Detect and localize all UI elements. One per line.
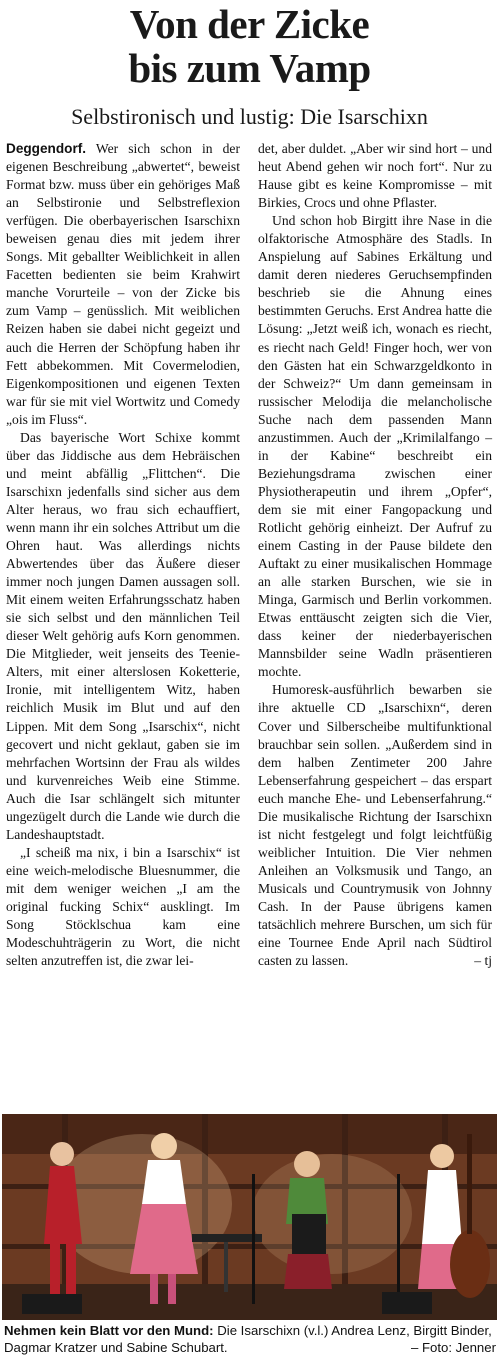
caption-lead: Nehmen kein Blatt vor den Mund:: [4, 1323, 214, 1338]
article-column-left: [6, 140, 240, 970]
article-photo: [2, 1114, 497, 1320]
photo-caption: [4, 1322, 496, 1356]
article-column-right: [258, 140, 492, 970]
paragraph-text: Wer sich schon in der eigenen Beschreibung „abwertet“, beweist Format bzw. muss über ein gehöriges Maß an Selbstironie und Selbstreflexion verfügen. Die oberbayerischen Isarschixn beweisen genau dies mit jedem ihrer Songs. Mit geballter Weiblichkeit in allen Facetten bedienten sie beim Krahwirt manche Vorurteile – von der Zicke bis zum Vamp – genüsslich. Mit weiblichen Reizen haben sie dabei nicht gegeizt und auch die Herren der Schöpfung haben ihr Fett abbekommen. Mit Covermelodien, Eigenkompositionen und eigenen Texten war für sie mit viel Wortwitz und Comedy „ois im Fluss“.: [6, 141, 240, 427]
paragraph: Und schon hob Birgitt ihre Nase in die olfaktorische Atmosphäre des Stadls. In Anspielung auf Sabines Erkältung und damit deren niederes Geruchsempfinden beschrieb sie die Ahnung eines bestimmten Geruchs. Erst Andrea hatte die Lösung: „Jetzt weiß ich, wonach es riecht, es riecht nach Geld! Finger hoch, wer von den Gästen hat ein Schwarzgeldkonto in der Schweiz?“ Um dann gemeinsam in russischer Melodija die melancholische Suche nach dem passenden Mann anzustimmen. Auch der „Krimilalfango – in der Kabine“ beschreibt ein Beziehungsdrama zwischen einer Physiotherapeutin und ihrem „Opfer“, dem sie mit einer Fangopackung und Rotlicht gehörig einheizt. Der Aufruf zu einem Casting in der Pause bildete den Auftakt zu einer musikalischen Hommage an alle starken Burschen, wie sie in Minga, Garmisch und Berlin vorkommen. Etwas enttäuscht zeigten sich die Vier, dass keiner der niederbayerischen Mannsbilder seine Wadln präsentieren mochte.: [258, 213, 492, 680]
headline-line-2: bis zum Vamp: [128, 45, 371, 91]
dateline: Deggendorf.: [6, 141, 87, 156]
headline-line-1: Von der Zicke: [129, 1, 370, 47]
photo-credit: – Foto: Jenner: [410, 1340, 496, 1355]
paragraph: det, aber duldet. „Aber wir sind hort – und heut Abend gehen wir noch fort“. Nur zu Hause gibt es keine Kompromisse – mit Birkies, Crocs und ohne Pflaster.: [258, 141, 492, 211]
band-photo: [2, 1114, 497, 1320]
paragraph: Das bayerische Wort Schixe kommt über das Jiddische aus dem Hebräischen und meint abfällig „Flittchen“. Die Isarschixn jedenfalls sind sicher aus dem Alter heraus, wo frau sich echauffiert, wenn mann ihr ein solches Attribut um die Ohren haut. Was allerdings nichts Abwertendes über das Äußere dieser immer noch jungen Damen aussagen soll. Mit einem weiten Erfahrungsschatz haben sie sich selbst und den männlichen Teil dieser Welt gehörig aufs Korn genommen. Die Mitglieder, weit jenseits des Teenie-Alters, mit einer alterslosen Koketterie, Ironie, mit intelligentem Witz, haben reichlich Musik im Blut und auf den Lippen. Mit dem Song „Isarschix“, nicht gecovert und nicht geklaut, gaben sie im mehrfachen Wortsinn der Frau als wildes und kurvenreiches Weib eine Stimme. Auch die Isar schlängelt sich mitunter ungezügelt durch die Lande wie durch die Landeshauptstadt.: [6, 429, 240, 842]
author-signature: – tj: [474, 953, 492, 969]
paragraph: [258, 681, 492, 970]
paragraph: „I scheiß ma nix, i bin a Isarschix“ ist eine weich-melodische Bluesnummer, die mit dem weniger weichen „I am the original fucking Schix“ ausklingt. Im Song Stöcklschua kam eine Modeschuhträgerin zu Wort, die nicht selten anzutreffen ist, die zwar lei-: [6, 844, 240, 969]
caption-text: Die Isarschixn (v.l.) Andrea Lenz, Birgitt Binder, Dagmar Kratzer und Sabine Schubart.: [4, 1323, 492, 1355]
paragraph-text: Humoresk-ausführlich bewarben sie ihre aktuelle CD „Isarschixn“, deren Cover und Silberscheibe multifunktional brauchbar sein sollen. „Außerdem sind in dem halben Zentimeter 200 Jahre Lebenserfahrung gespeichert – das erspart euch manche Ehe- und Lebenserfahrung.“ Die musikalische Richtung der Isarschixn ist nicht festgelegt und folgt leichtfüßig weiblicher Intuition. Die Vier nehmen Anleihen an Volksmusik und Tango, an Musicals und Countrymusik von Johnny Cash. In der Pause übrigens kamen tatsächlich mehrere Burschen, um sich für eine Tournee Ende April nach Südtirol casten zu lassen.: [258, 682, 492, 969]
paragraph: [6, 140, 240, 429]
subheadline: Selbstironisch und lustig: Die Isarschixn: [71, 104, 428, 129]
headline: [0, 2, 499, 90]
